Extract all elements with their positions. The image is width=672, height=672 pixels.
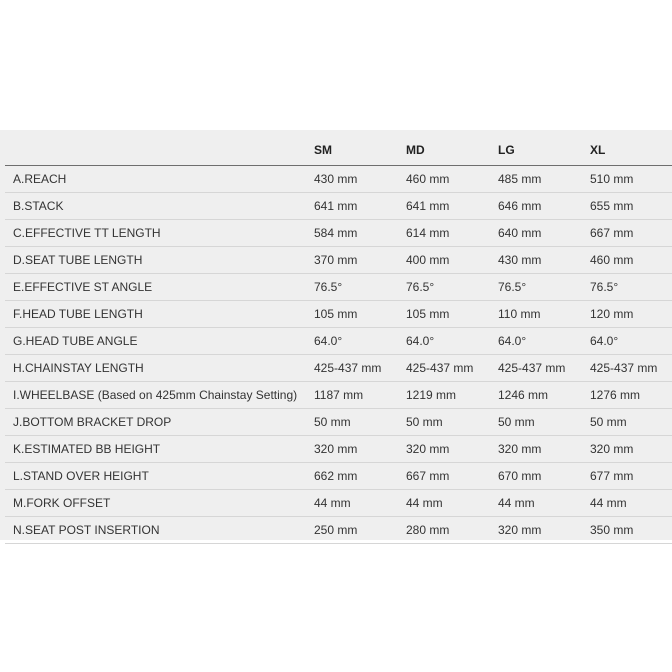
table-row xyxy=(5,490,672,517)
table-row xyxy=(5,382,672,409)
column-header-md: MD xyxy=(401,130,493,166)
cell-xl: 425-437 mm xyxy=(585,355,672,382)
table-row xyxy=(5,193,672,220)
table-row xyxy=(5,409,672,436)
row-label: I.WHEELBASE (Based on 425mm Chainstay Setting) xyxy=(5,382,309,409)
cell-md: 76.5° xyxy=(401,274,493,301)
cell-xl: 350 mm xyxy=(585,517,672,544)
cell-xl: 655 mm xyxy=(585,193,672,220)
table-header-row xyxy=(5,130,672,166)
row-label: L.STAND OVER HEIGHT xyxy=(5,463,309,490)
table-row xyxy=(5,328,672,355)
table-row xyxy=(5,166,672,193)
geometry-table xyxy=(5,130,672,544)
cell-xl: 44 mm xyxy=(585,490,672,517)
cell-md: 1219 mm xyxy=(401,382,493,409)
cell-xl: 120 mm xyxy=(585,301,672,328)
cell-lg: 670 mm xyxy=(493,463,585,490)
cell-sm: 105 mm xyxy=(309,301,401,328)
cell-xl: 667 mm xyxy=(585,220,672,247)
cell-md: 614 mm xyxy=(401,220,493,247)
cell-xl: 50 mm xyxy=(585,409,672,436)
column-header-xl: XL xyxy=(585,130,672,166)
cell-md: 64.0° xyxy=(401,328,493,355)
row-label: B.STACK xyxy=(5,193,309,220)
cell-sm: 370 mm xyxy=(309,247,401,274)
cell-md: 50 mm xyxy=(401,409,493,436)
cell-sm: 50 mm xyxy=(309,409,401,436)
cell-lg: 646 mm xyxy=(493,193,585,220)
cell-xl: 320 mm xyxy=(585,436,672,463)
row-label: J.BOTTOM BRACKET DROP xyxy=(5,409,309,436)
cell-lg: 110 mm xyxy=(493,301,585,328)
row-label: D.SEAT TUBE LENGTH xyxy=(5,247,309,274)
cell-sm: 584 mm xyxy=(309,220,401,247)
cell-lg: 320 mm xyxy=(493,436,585,463)
column-header-label xyxy=(5,130,309,166)
cell-sm: 425-437 mm xyxy=(309,355,401,382)
cell-md: 400 mm xyxy=(401,247,493,274)
cell-sm: 662 mm xyxy=(309,463,401,490)
table-body xyxy=(5,166,672,544)
cell-lg: 320 mm xyxy=(493,517,585,544)
cell-sm: 76.5° xyxy=(309,274,401,301)
cell-sm: 250 mm xyxy=(309,517,401,544)
cell-sm: 430 mm xyxy=(309,166,401,193)
table-row xyxy=(5,220,672,247)
row-label: E.EFFECTIVE ST ANGLE xyxy=(5,274,309,301)
cell-xl: 1276 mm xyxy=(585,382,672,409)
table-row xyxy=(5,274,672,301)
cell-xl: 677 mm xyxy=(585,463,672,490)
cell-sm: 320 mm xyxy=(309,436,401,463)
cell-xl: 64.0° xyxy=(585,328,672,355)
cell-xl: 76.5° xyxy=(585,274,672,301)
cell-xl: 510 mm xyxy=(585,166,672,193)
cell-md: 460 mm xyxy=(401,166,493,193)
cell-sm: 44 mm xyxy=(309,490,401,517)
cell-md: 105 mm xyxy=(401,301,493,328)
cell-lg: 485 mm xyxy=(493,166,585,193)
cell-lg: 425-437 mm xyxy=(493,355,585,382)
table-row xyxy=(5,355,672,382)
cell-lg: 76.5° xyxy=(493,274,585,301)
cell-sm: 64.0° xyxy=(309,328,401,355)
row-label: G.HEAD TUBE ANGLE xyxy=(5,328,309,355)
cell-md: 44 mm xyxy=(401,490,493,517)
row-label: A.REACH xyxy=(5,166,309,193)
row-label: C.EFFECTIVE TT LENGTH xyxy=(5,220,309,247)
cell-lg: 430 mm xyxy=(493,247,585,274)
row-label: H.CHAINSTAY LENGTH xyxy=(5,355,309,382)
table-row xyxy=(5,301,672,328)
geometry-panel xyxy=(0,130,672,540)
cell-lg: 50 mm xyxy=(493,409,585,436)
cell-lg: 640 mm xyxy=(493,220,585,247)
row-label: N.SEAT POST INSERTION xyxy=(5,517,309,544)
cell-md: 425-437 mm xyxy=(401,355,493,382)
column-header-lg: LG xyxy=(493,130,585,166)
cell-lg: 1246 mm xyxy=(493,382,585,409)
table-row xyxy=(5,463,672,490)
cell-sm: 641 mm xyxy=(309,193,401,220)
cell-xl: 460 mm xyxy=(585,247,672,274)
cell-md: 641 mm xyxy=(401,193,493,220)
cell-lg: 44 mm xyxy=(493,490,585,517)
row-label: M.FORK OFFSET xyxy=(5,490,309,517)
cell-sm: 1187 mm xyxy=(309,382,401,409)
row-label: K.ESTIMATED BB HEIGHT xyxy=(5,436,309,463)
cell-lg: 64.0° xyxy=(493,328,585,355)
table-row xyxy=(5,517,672,544)
table-row xyxy=(5,247,672,274)
column-header-sm: SM xyxy=(309,130,401,166)
cell-md: 320 mm xyxy=(401,436,493,463)
cell-md: 280 mm xyxy=(401,517,493,544)
table-row xyxy=(5,436,672,463)
cell-md: 667 mm xyxy=(401,463,493,490)
row-label: F.HEAD TUBE LENGTH xyxy=(5,301,309,328)
